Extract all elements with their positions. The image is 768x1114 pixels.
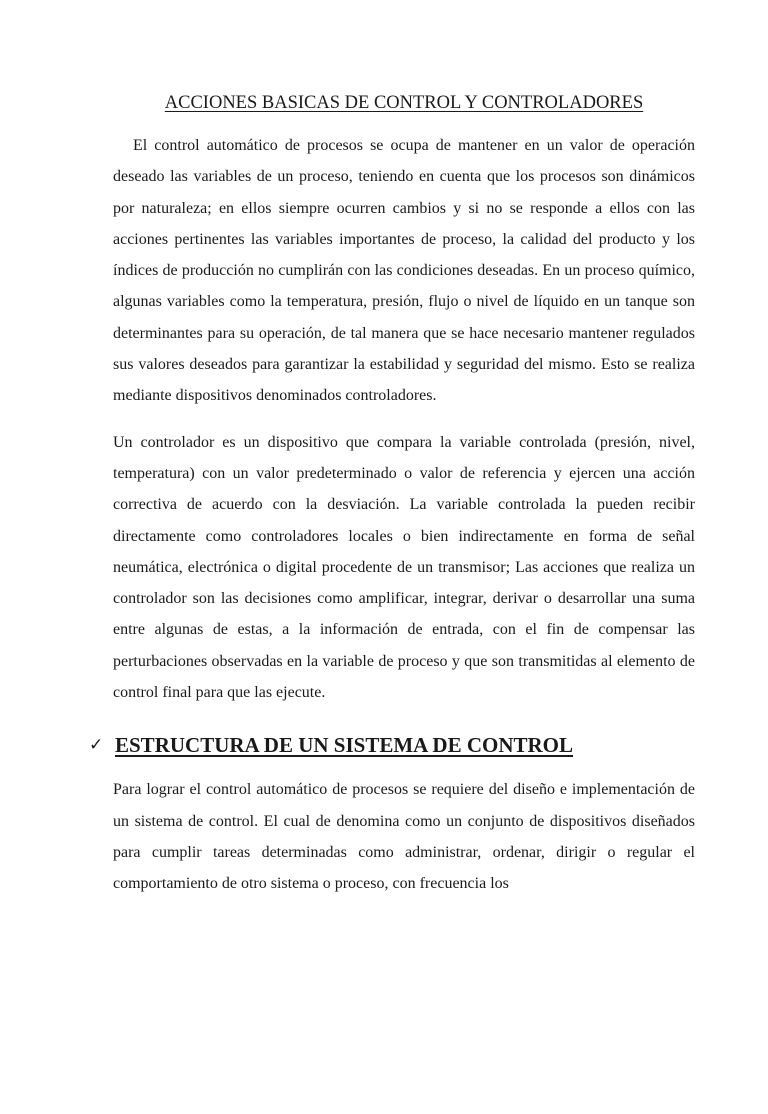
document-title: ACCIONES BASICAS DE CONTROL Y CONTROLADORES: [164, 93, 644, 113]
paragraph-controller-definition: Un controlador es un dispositivo que compara la variable controlada (presión, nivel, temperatura) con un valor predeterminado o valor de referencia y ejercen una acción correctiva de acuerdo con la desviación. La variable controlada la pueden recibir directamente como controladores locales o bien indirectamente en forma de señal neumática, electrónica o digital procedente de un transmisor; Las acciones que realiza un controlador son las decisiones como amplificar, integrar, derivar o desarrollar una suma entre algunas de estas, a la información de entrada, con el fin de compensar las perturbaciones observadas en la variable de proceso y que son transmitidas al elemento de control final para que las ejecute.: [113, 433, 695, 702]
document-page: [0, 90, 768, 1114]
section-heading-text: ESTRUCTURA DE UN SISTEMA DE CONTROL: [115, 733, 574, 758]
paragraph-control-system: Para lograr el control automático de procesos se requiere del diseño e implementación de un sistema de control. El cual de denomina como un conjunto de dispositivos diseñados para cumplir tareas determinadas como administrar, ordenar, dirigir o regular el comportamiento de otro sistema o proceso, con frecuencia los: [113, 781, 695, 893]
check-icon: ✓: [89, 735, 104, 755]
section-heading: [89, 731, 695, 759]
paragraph-intro: El control automático de procesos se ocupa de mantener en un valor de operación deseado las variables de un proceso, teniendo en cuenta que los procesos son dinámicos por naturaleza; en ellos siempre ocurren cambios y si no se responde a ellos con las acciones pertinentes las variables importantes de proceso, la calidad del producto y los índices de producción no cumplirán con las condiciones deseadas. En un proceso químico, algunas variables como la temperatura, presión, flujo o nivel de líquido en un tanque son determinantes para su operación, de tal manera que se hace necesario mantener regulados sus valores deseados para garantizar la estabilidad y seguridad del mismo. Esto se realiza mediante dispositivos denominados controladores.: [113, 137, 695, 405]
